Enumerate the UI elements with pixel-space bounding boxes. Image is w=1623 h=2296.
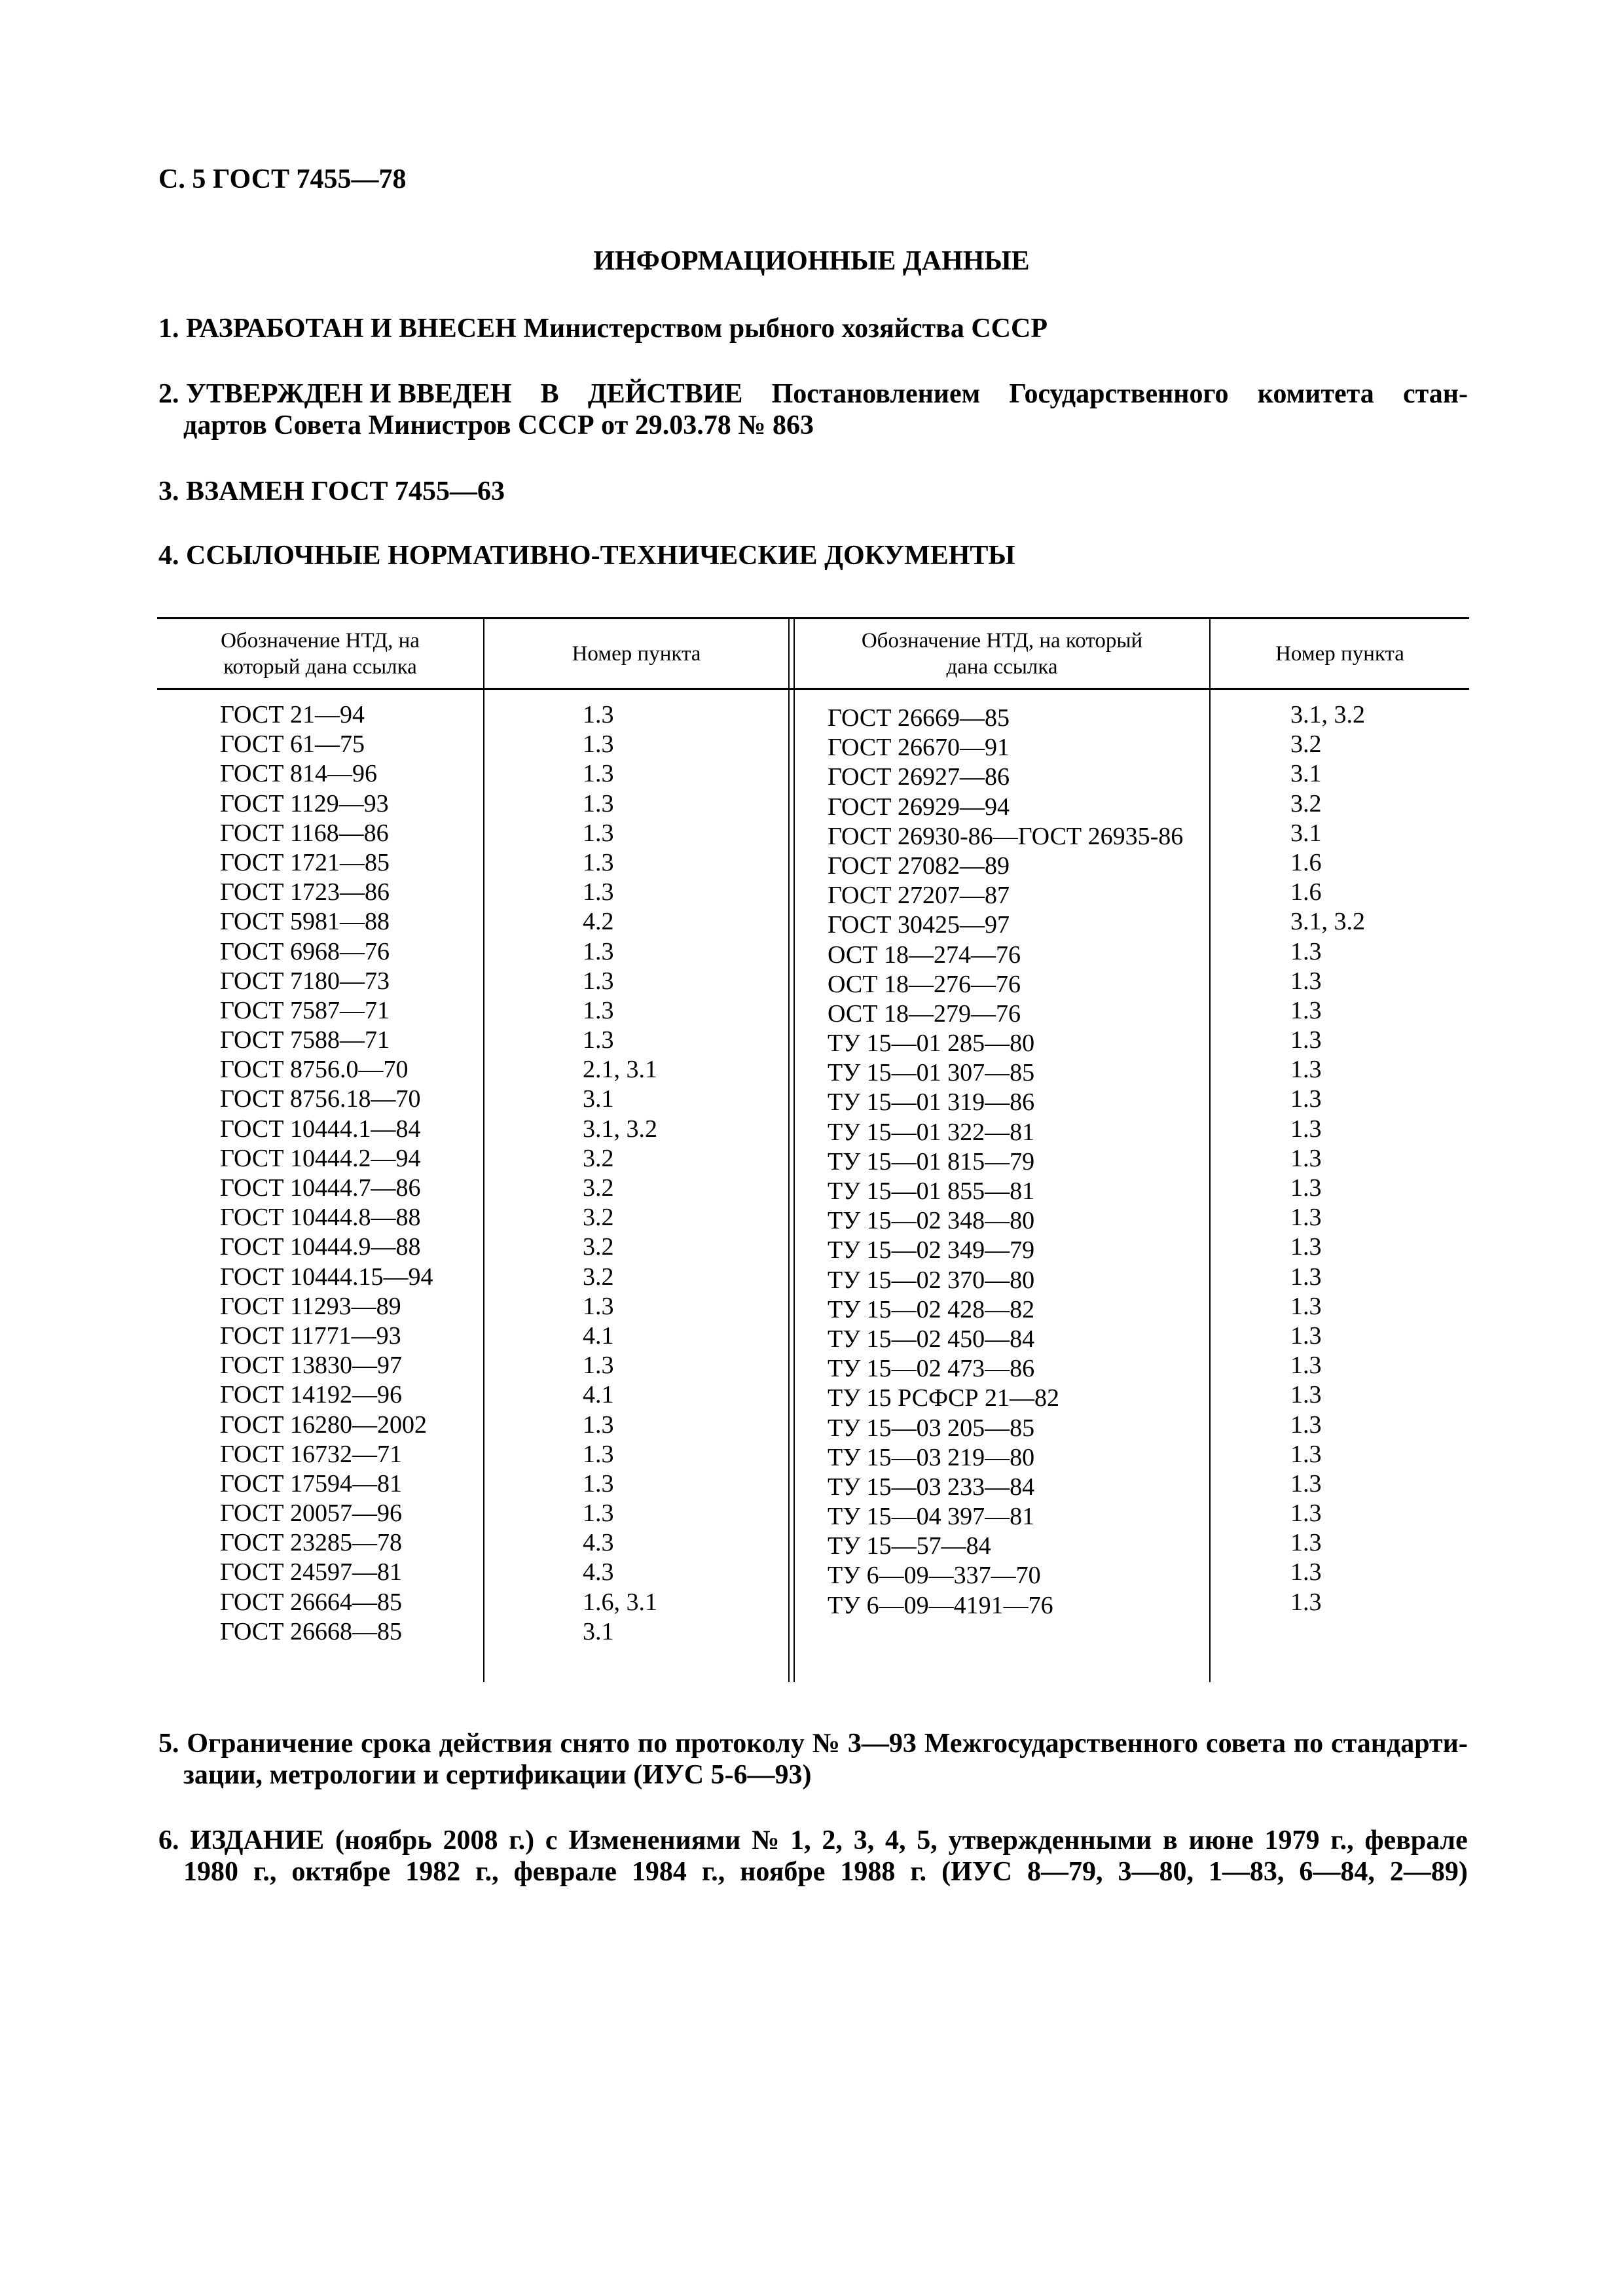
word: ноябре xyxy=(740,1857,826,1887)
item-number-cell: 1.3 xyxy=(1290,937,1322,965)
item-number-cell: 1.3 xyxy=(583,1292,614,1320)
word: 4, xyxy=(885,1825,906,1856)
table-header-rule xyxy=(157,688,1469,690)
word: г.) xyxy=(509,1825,535,1856)
item-number-cell: 1.3 xyxy=(583,1499,614,1528)
document-designation-cell: ГОСТ 13830—97 xyxy=(220,1352,402,1380)
table-double-divider-left xyxy=(788,617,790,1682)
item-1-text: Министерством рыбного хозяйства СССР xyxy=(523,314,1048,344)
document-designation-cell: ТУ 15—02 473—86 xyxy=(828,1355,1035,1383)
word: феврале xyxy=(513,1857,617,1887)
document-designation-cell: ОСТ 18—274—76 xyxy=(828,941,1021,969)
item-number-cell: 1.3 xyxy=(583,937,614,965)
item-number-cell: 1.3 xyxy=(583,1026,614,1054)
word: июне xyxy=(1188,1825,1254,1856)
word: 5, xyxy=(917,1825,938,1856)
document-designation-cell: ТУ 6—09—4191—76 xyxy=(828,1591,1053,1619)
document-designation-cell: ГОСТ 11771—93 xyxy=(220,1321,401,1350)
word: совета xyxy=(1205,1729,1286,1759)
document-designation-cell: ГОСТ 27207—87 xyxy=(828,882,1010,910)
item-number-cell: 1.3 xyxy=(583,1352,614,1380)
word: 2—89) xyxy=(1389,1857,1468,1887)
document-designation-cell: ТУ 15 РСФСР 21—82 xyxy=(828,1384,1060,1412)
item-number-cell: 1.6, 3.1 xyxy=(583,1588,657,1616)
column-left-item-numbers xyxy=(583,700,657,1647)
header-right-document-line-2: дана ссылка xyxy=(946,655,1058,679)
item-2-line-1 xyxy=(158,378,1468,410)
item-5-line-1 xyxy=(158,1728,1468,1759)
document-designation-cell: ТУ 15—03 219—80 xyxy=(828,1443,1035,1471)
table-top-rule xyxy=(157,617,1469,619)
word: Изменениями xyxy=(568,1825,741,1856)
word: г. xyxy=(910,1857,927,1887)
item-number-cell: 3.2 xyxy=(583,1263,614,1291)
item-number-cell: 3.2 xyxy=(583,1144,614,1172)
item-number-cell: 1.3 xyxy=(1290,1381,1322,1409)
item-5 xyxy=(158,1728,1468,1791)
column-right-documents xyxy=(828,704,1183,1621)
item-number-cell: 1.3 xyxy=(1290,1469,1322,1498)
document-designation-cell: ГОСТ 7588—71 xyxy=(220,1026,390,1054)
item-number-cell: 4.2 xyxy=(583,908,614,936)
document-designation-cell: ТУ 15—02 370—80 xyxy=(828,1266,1035,1294)
page-header: С. 5 ГОСТ 7455—78 xyxy=(158,164,407,194)
item-number-cell: 1.3 xyxy=(1290,1410,1322,1439)
document-designation-cell: ГОСТ 61—75 xyxy=(220,730,365,759)
word: протоколу xyxy=(675,1729,805,1759)
item-number-cell: 4.1 xyxy=(583,1381,614,1409)
document-designation-cell: ТУ 15—02 428—82 xyxy=(828,1295,1035,1323)
word: 1, xyxy=(790,1825,811,1856)
word: феврале xyxy=(1364,1825,1468,1856)
word: действия xyxy=(439,1729,553,1759)
item-1-number: 1. xyxy=(158,314,179,344)
document-designation-cell: ГОСТ 8756.0—70 xyxy=(220,1056,409,1084)
item-number-cell: 1.3 xyxy=(1290,996,1322,1024)
document-designation-cell: ТУ 15—01 319—86 xyxy=(828,1088,1035,1117)
document-designation-cell: ГОСТ 26664—85 xyxy=(220,1588,402,1616)
item-5-line-2: зации, метрологии и сертификации (ИУС 5-6—93) xyxy=(183,1760,812,1790)
item-1 xyxy=(158,313,1048,344)
document-designation-cell: ТУ 6—09—337—70 xyxy=(828,1562,1041,1590)
header-right-document-line-1: Обозначение НТД, на который xyxy=(861,629,1143,653)
item-number-cell: 1.3 xyxy=(1290,1263,1322,1291)
item-number-cell: 1.3 xyxy=(1290,967,1322,995)
header-right-document xyxy=(795,624,1209,684)
item-2-word: комитета xyxy=(1257,379,1374,409)
item-number-cell: 1.3 xyxy=(583,789,614,817)
item-number-cell: 3.2 xyxy=(583,1174,614,1202)
word: в xyxy=(1163,1825,1178,1856)
word: 6. xyxy=(158,1825,179,1856)
word: утвержденными xyxy=(948,1825,1152,1856)
word: 1982 xyxy=(405,1857,461,1887)
item-number-cell: 1.6 xyxy=(1290,878,1322,906)
item-number-cell: 1.3 xyxy=(583,1410,614,1439)
document-designation-cell: ГОСТ 8756.18—70 xyxy=(220,1085,421,1113)
document-designation-cell: ТУ 15—02 349—79 xyxy=(828,1236,1035,1265)
item-number-cell: 1.3 xyxy=(1290,1174,1322,1202)
item-number-cell: 1.3 xyxy=(1290,1558,1322,1587)
item-number-cell: 4.3 xyxy=(583,1529,614,1557)
word: г., xyxy=(1330,1825,1354,1856)
item-number-cell: 1.3 xyxy=(1290,1440,1322,1468)
document-designation-cell: ГОСТ 10444.8—88 xyxy=(220,1204,421,1232)
word: 2, xyxy=(822,1825,843,1856)
word: октябре xyxy=(291,1857,391,1887)
item-2 xyxy=(158,378,1468,441)
item-number-cell: 4.3 xyxy=(583,1558,614,1587)
word: г., xyxy=(253,1857,277,1887)
column-right-item-numbers xyxy=(1290,700,1365,1617)
table-column-divider xyxy=(1209,617,1211,1682)
item-number-cell: 3.2 xyxy=(1290,730,1322,759)
item-number-cell: 1.3 xyxy=(1290,1529,1322,1557)
document-designation-cell: ОСТ 18—276—76 xyxy=(828,970,1021,998)
column-left-documents xyxy=(220,700,433,1647)
document-designation-cell: ГОСТ 814—96 xyxy=(220,760,377,788)
document-designation-cell: ГОСТ 6968—76 xyxy=(220,937,390,965)
item-number-cell: 1.3 xyxy=(583,701,614,728)
document-designation-cell: ГОСТ 10444.7—86 xyxy=(220,1174,421,1202)
item-number-cell: 4.1 xyxy=(583,1321,614,1350)
header-left-document-line-2: который дана ссылка xyxy=(223,655,417,679)
word: № xyxy=(752,1825,780,1856)
item-number-cell: 1.3 xyxy=(1290,1352,1322,1380)
document-designation-cell: ГОСТ 10444.9—88 xyxy=(220,1233,421,1261)
word: ИЗДАНИЕ xyxy=(190,1825,325,1856)
item-number-cell: 3.1, 3.2 xyxy=(583,1115,657,1143)
document-designation-cell: ТУ 15—57—84 xyxy=(828,1532,991,1560)
item-number-cell: 1.3 xyxy=(1290,1056,1322,1084)
word: 1979 xyxy=(1264,1825,1320,1856)
document-designation-cell: ТУ 15—01 815—79 xyxy=(828,1147,1035,1175)
document-designation-cell: ГОСТ 26929—94 xyxy=(828,793,1010,821)
document-designation-cell: ГОСТ 7587—71 xyxy=(220,996,390,1024)
document-designation-cell: ГОСТ 30425—97 xyxy=(828,911,1010,939)
document-designation-cell: ГОСТ 17594—81 xyxy=(220,1469,402,1498)
reference-table xyxy=(157,617,1469,1682)
document-designation-cell: ГОСТ 11293—89 xyxy=(220,1292,401,1320)
item-number-cell: 2.1, 3.1 xyxy=(583,1056,657,1084)
document-designation-cell: ТУ 15—03 205—85 xyxy=(828,1414,1035,1442)
item-number-cell: 3.2 xyxy=(583,1204,614,1232)
item-1-lead: РАЗРАБОТАН И ВНЕСЕН xyxy=(186,314,517,344)
item-6-line-2 xyxy=(158,1856,1468,1888)
document-designation-cell: ТУ 15—01 307—85 xyxy=(828,1059,1035,1087)
item-number-cell: 1.3 xyxy=(583,819,614,847)
item-2-word: В xyxy=(540,379,559,409)
word: по xyxy=(638,1729,668,1759)
word: 1984 xyxy=(631,1857,687,1887)
item-number-cell: 1.3 xyxy=(583,848,614,876)
item-2-number-lead xyxy=(158,378,511,410)
item-number-cell: 1.6 xyxy=(1290,848,1322,876)
document-designation-cell: ГОСТ 27082—89 xyxy=(828,852,1010,880)
document-designation-cell: ГОСТ 14192—96 xyxy=(220,1381,402,1409)
word: (ноябрь xyxy=(335,1825,432,1856)
document-designation-cell: ГОСТ 5981—88 xyxy=(220,908,390,936)
table-double-divider-right xyxy=(793,617,795,1682)
document-designation-cell: ГОСТ 1723—86 xyxy=(220,878,390,906)
document-designation-cell: ГОСТ 10444.15—94 xyxy=(220,1263,433,1291)
document-designation-cell: ТУ 15—02 450—84 xyxy=(828,1325,1035,1353)
header-left-document-line-1: Обозначение НТД, на xyxy=(221,629,420,653)
document-designation-cell: ГОСТ 24597—81 xyxy=(220,1558,402,1587)
item-2-line-2: дартов Совета Министров СССР от 29.03.78 № 863 xyxy=(183,410,814,440)
item-2-word: Государственного xyxy=(1009,379,1229,409)
item-number-cell: 3.2 xyxy=(583,1233,614,1261)
document-designation-cell: ТУ 15—01 285—80 xyxy=(828,1030,1035,1058)
word: Межгосударственного xyxy=(924,1729,1199,1759)
word: 8—79, xyxy=(1027,1857,1103,1887)
document-designation-cell: ГОСТ 16280—2002 xyxy=(220,1410,427,1439)
word: г., xyxy=(475,1857,499,1887)
document-designation-cell: ГОСТ 7180—73 xyxy=(220,967,390,995)
word: стандарти- xyxy=(1330,1729,1468,1759)
item-number-cell: 1.3 xyxy=(583,1469,614,1498)
item-number-cell: 1.3 xyxy=(1290,1499,1322,1528)
word: 2008 xyxy=(443,1825,498,1856)
document-designation-cell: ТУ 15—01 322—81 xyxy=(828,1118,1035,1146)
item-2-word: УТВЕРЖДЕН И ВВЕДЕН xyxy=(186,379,512,409)
table-column-divider xyxy=(483,617,484,1682)
header-right-item-number: Номер пункта xyxy=(1275,642,1404,666)
item-number-cell: 1.3 xyxy=(1290,1144,1322,1172)
document-designation-cell: ГОСТ 23285—78 xyxy=(220,1529,402,1557)
header-left-item-number: Номер пункта xyxy=(572,642,701,666)
item-4: 4. ССЫЛОЧНЫЕ НОРМАТИВНО-ТЕХНИЧЕСКИЕ ДОКУМЕНТЫ xyxy=(158,541,1015,571)
item-number-cell: 1.3 xyxy=(1290,1233,1322,1261)
item-number-cell: 1.3 xyxy=(583,1440,614,1468)
word: 1988 xyxy=(840,1857,896,1887)
word: 1—83, xyxy=(1208,1857,1285,1887)
item-number-cell: 1.3 xyxy=(1290,1115,1322,1143)
document-designation-cell: ТУ 15—04 397—81 xyxy=(828,1503,1035,1531)
document-designation-cell: ГОСТ 26930-86—ГОСТ 26935-86 xyxy=(828,822,1184,850)
item-number-cell: 1.3 xyxy=(1290,1321,1322,1350)
document-designation-cell: ГОСТ 1721—85 xyxy=(220,848,390,876)
item-6 xyxy=(158,1825,1468,1888)
item-2-number: 2. xyxy=(158,379,179,409)
header-left-document xyxy=(157,624,483,684)
item-number-cell: 1.3 xyxy=(583,760,614,788)
word: (ИУС xyxy=(941,1857,1012,1887)
word: Ограничение xyxy=(187,1729,354,1759)
item-number-cell: 1.3 xyxy=(583,996,614,1024)
word: 1980 xyxy=(183,1857,238,1887)
word: 6—84, xyxy=(1299,1857,1375,1887)
document-designation-cell: ГОСТ 26668—85 xyxy=(220,1617,402,1645)
item-number-cell: 3.1, 3.2 xyxy=(1290,908,1365,936)
word: срока xyxy=(361,1729,431,1759)
document-designation-cell: ГОСТ 1129—93 xyxy=(220,789,389,817)
document-designation-cell: ГОСТ 21—94 xyxy=(220,701,365,728)
item-3: 3. ВЗАМЕН ГОСТ 7455—63 xyxy=(158,476,505,507)
item-number-cell: 3.2 xyxy=(1290,789,1322,817)
item-number-cell: 1.3 xyxy=(583,967,614,995)
document-designation-cell: ГОСТ 16732—71 xyxy=(220,1440,402,1468)
word: № xyxy=(812,1729,840,1759)
document-designation-cell: ГОСТ 20057—96 xyxy=(220,1499,402,1528)
item-2-word: ДЕЙСТВИЕ xyxy=(587,379,743,409)
document-designation-cell: ТУ 15—03 233—84 xyxy=(828,1473,1035,1501)
document-designation-cell: ГОСТ 10444.2—94 xyxy=(220,1144,421,1172)
document-designation-cell: ГОСТ 10444.1—84 xyxy=(220,1115,421,1143)
word: 5. xyxy=(158,1729,179,1759)
word: 3—93 xyxy=(847,1729,917,1759)
item-number-cell: 3.1 xyxy=(1290,819,1322,847)
item-number-cell: 3.1 xyxy=(583,1617,614,1645)
document-designation-cell: ОСТ 18—279—76 xyxy=(828,999,1021,1028)
item-number-cell: 3.1 xyxy=(583,1085,614,1113)
item-number-cell: 1.3 xyxy=(1290,1204,1322,1232)
item-number-cell: 1.3 xyxy=(583,878,614,906)
document-designation-cell: ГОСТ 26669—85 xyxy=(828,704,1010,732)
item-number-cell: 1.3 xyxy=(1290,1026,1322,1054)
item-number-cell: 3.1, 3.2 xyxy=(1290,701,1365,728)
item-number-cell: 1.3 xyxy=(583,730,614,759)
word: снято xyxy=(560,1729,630,1759)
item-number-cell: 1.3 xyxy=(1290,1085,1322,1113)
document-designation-cell: ГОСТ 26670—91 xyxy=(828,734,1010,762)
item-2-word: Постановлением xyxy=(771,379,981,409)
document-designation-cell: ТУ 15—02 348—80 xyxy=(828,1207,1035,1235)
word: 3—80, xyxy=(1118,1857,1194,1887)
item-6-line-1 xyxy=(158,1825,1468,1856)
item-number-cell: 3.1 xyxy=(1290,760,1322,788)
word: по xyxy=(1293,1729,1324,1759)
item-number-cell: 1.3 xyxy=(1290,1588,1322,1616)
item-2-word: стан- xyxy=(1402,379,1468,409)
word: 3, xyxy=(853,1825,875,1856)
item-number-cell: 1.3 xyxy=(1290,1292,1322,1320)
word: с xyxy=(545,1825,558,1856)
document-designation-cell: ГОСТ 1168—86 xyxy=(220,819,389,847)
word: г., xyxy=(701,1857,725,1887)
document-designation-cell: ГОСТ 26927—86 xyxy=(828,763,1010,791)
section-title: ИНФОРМАЦИОННЫЕ ДАННЫЕ xyxy=(593,246,1030,276)
document-designation-cell: ТУ 15—01 855—81 xyxy=(828,1177,1035,1205)
